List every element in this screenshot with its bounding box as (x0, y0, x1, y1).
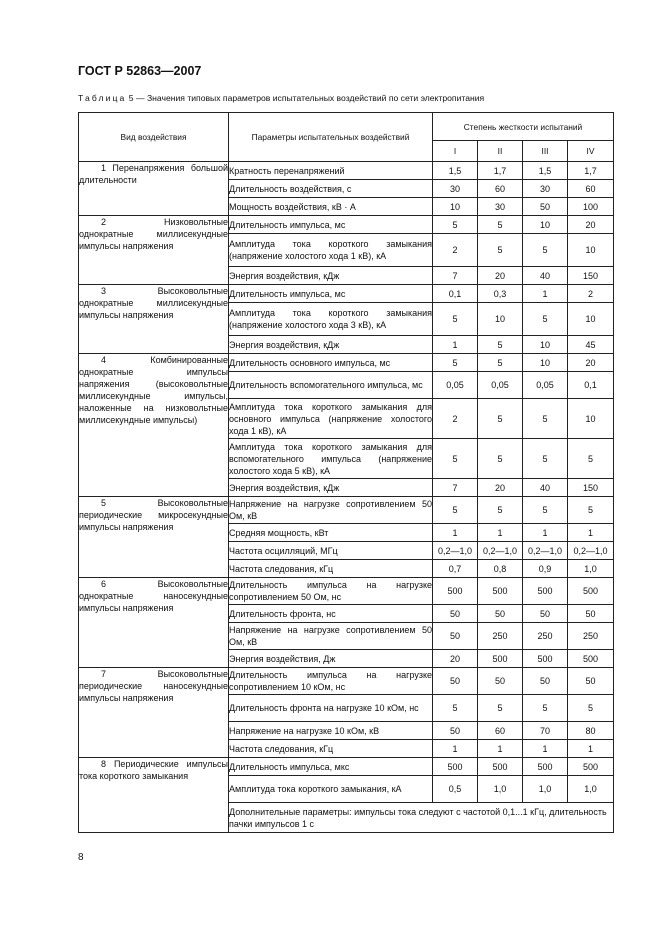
parameter-cell: Кратность перенапряжений (229, 162, 433, 180)
value-cell: 50 (433, 722, 478, 740)
value-cell: 1,0 (568, 776, 614, 803)
value-cell: 5 (523, 399, 568, 439)
value-cell: 100 (568, 198, 614, 216)
value-cell: 1 (478, 524, 523, 542)
value-cell: 7 (433, 267, 478, 285)
value-cell: 1 (568, 740, 614, 758)
parameter-cell: Длительность основного импульса, мс (229, 354, 433, 372)
value-cell: 1,0 (478, 776, 523, 803)
value-cell: 50 (568, 605, 614, 623)
parameter-cell: Частота осцилляций, МГц (229, 542, 433, 560)
value-cell: 5 (433, 439, 478, 479)
value-cell: 250 (523, 623, 568, 650)
impact-type-text: 2 Низковольтные однократные миллисекундные импульсы напряжения (79, 217, 228, 251)
value-cell: 1 (523, 524, 568, 542)
value-cell: 20 (478, 479, 523, 497)
parameter-cell: Напряжение на нагрузке 10 кОм, кВ (229, 722, 433, 740)
value-cell: 5 (523, 303, 568, 336)
impact-type-text: 1 Перенапряжения большой длительности (79, 163, 228, 185)
value-cell: 50 (433, 605, 478, 623)
value-cell: 10 (568, 234, 614, 267)
value-cell: 5 (478, 695, 523, 722)
value-cell: 500 (568, 650, 614, 668)
value-cell: 50 (433, 623, 478, 650)
value-cell: 0,7 (433, 560, 478, 578)
page-number: 8 (78, 852, 84, 863)
value-cell: 40 (523, 267, 568, 285)
value-cell: 1 (433, 524, 478, 542)
params-header: Параметры испытательных воздействий (229, 113, 433, 162)
value-cell: 50 (478, 668, 523, 695)
value-cell: 1 (433, 336, 478, 354)
value-cell: 5 (568, 695, 614, 722)
impact-type-cell (79, 578, 229, 668)
parameter-cell: Длительность фронта, нс (229, 605, 433, 623)
value-cell: 50 (523, 668, 568, 695)
impact-type-text: 5 Высоковольтные периодические микросекундные импульсы напряжения (79, 498, 228, 532)
parameter-cell: Энергия воздействия, кДж (229, 336, 433, 354)
value-cell: 5 (478, 439, 523, 479)
table-row (79, 668, 614, 695)
value-cell: 500 (568, 758, 614, 776)
value-cell: 0,8 (478, 560, 523, 578)
impact-type-cell (79, 162, 229, 216)
value-cell: 1 (433, 740, 478, 758)
parameter-cell: Частота следования, кГц (229, 740, 433, 758)
value-cell: 70 (523, 722, 568, 740)
value-cell: 5 (433, 216, 478, 234)
value-cell: 0,2—1,0 (433, 542, 478, 560)
value-cell: 150 (568, 479, 614, 497)
table-row (79, 354, 614, 372)
level-header-iii: III (523, 141, 568, 162)
value-cell: 5 (478, 399, 523, 439)
table-row (79, 162, 614, 180)
value-cell: 50 (433, 668, 478, 695)
value-cell: 1,7 (478, 162, 523, 180)
parameter-cell: Мощность воздействия, кВ · А (229, 198, 433, 216)
value-cell: 0,3 (478, 285, 523, 303)
value-cell: 80 (568, 722, 614, 740)
value-cell: 20 (568, 354, 614, 372)
value-cell: 0,1 (568, 372, 614, 399)
parameter-cell: Энергия воздействия, кДж (229, 479, 433, 497)
table-row (79, 216, 614, 234)
value-cell: 1,7 (568, 162, 614, 180)
value-cell: 2 (433, 234, 478, 267)
impact-type-text: 8 Периодические импульсы тока короткого замыкания (79, 759, 228, 781)
value-cell: 5 (523, 695, 568, 722)
parameter-cell: Длительность импульса, мс (229, 216, 433, 234)
value-cell: 5 (568, 439, 614, 479)
value-cell: 50 (568, 668, 614, 695)
impact-type-text: 6 Высоковольтные однократные наносекундные импульсы напряжения (79, 579, 228, 613)
parameter-cell: Частота следования, кГц (229, 560, 433, 578)
value-cell: 10 (523, 354, 568, 372)
parameter-cell: Длительность импульса, мс (229, 285, 433, 303)
table-row (79, 497, 614, 524)
parameter-cell: Амплитуда тока короткого замыкания, кА (229, 776, 433, 803)
value-cell: 30 (523, 180, 568, 198)
value-cell: 5 (478, 497, 523, 524)
impact-type-cell (79, 497, 229, 578)
value-cell: 1,0 (523, 776, 568, 803)
parameter-cell: Длительность вспомогательного импульса, мс (229, 372, 433, 399)
impact-type-cell (79, 354, 229, 497)
value-cell: 0,1 (433, 285, 478, 303)
value-cell: 1,5 (433, 162, 478, 180)
value-cell: 0,05 (523, 372, 568, 399)
table-caption-number: 5 (128, 93, 134, 103)
value-cell: 10 (523, 216, 568, 234)
value-cell: 250 (568, 623, 614, 650)
value-cell: 500 (568, 578, 614, 605)
additional-parameters-note: Дополнительные параметры: импульсы тока следуют с частотой 0,1...1 кГц, длительность пачки импульсов 1 с (229, 803, 614, 833)
impact-header: Вид воздействия (79, 113, 229, 162)
table-row (79, 285, 614, 303)
severity-header: Степень жесткости испытаний (433, 113, 614, 141)
value-cell: 7 (433, 479, 478, 497)
document-header: ГОСТ Р 52863—2007 (78, 64, 202, 78)
impact-type-cell (79, 216, 229, 285)
impact-type-text: 7 Высоковольтные периодические наносекундные импульсы напряжения (79, 669, 228, 703)
value-cell: 1 (523, 740, 568, 758)
value-cell: 250 (478, 623, 523, 650)
value-cell: 20 (478, 267, 523, 285)
impact-type-cell (79, 758, 229, 833)
value-cell: 1 (568, 524, 614, 542)
value-cell: 500 (478, 758, 523, 776)
value-cell: 1,0 (568, 560, 614, 578)
parameter-cell: Напряжение на нагрузке сопротивлением 50 Ом, кВ (229, 497, 433, 524)
value-cell: 150 (568, 267, 614, 285)
value-cell: 0,05 (478, 372, 523, 399)
value-cell: 10 (433, 198, 478, 216)
value-cell: 0,2—1,0 (568, 542, 614, 560)
value-cell: 1 (478, 740, 523, 758)
value-cell: 60 (478, 722, 523, 740)
level-header-ii: II (478, 141, 523, 162)
value-cell: 10 (568, 303, 614, 336)
value-cell: 50 (523, 198, 568, 216)
value-cell: 40 (523, 479, 568, 497)
value-cell: 5 (523, 234, 568, 267)
parameter-cell: Длительность воздействия, с (229, 180, 433, 198)
value-cell: 2 (433, 399, 478, 439)
value-cell: 20 (433, 650, 478, 668)
value-cell: 1 (523, 285, 568, 303)
value-cell: 0,05 (433, 372, 478, 399)
value-cell: 60 (478, 180, 523, 198)
parameter-cell: Энергия воздействия, кДж (229, 267, 433, 285)
value-cell: 5 (478, 354, 523, 372)
value-cell: 500 (433, 578, 478, 605)
parameter-cell: Длительность импульса, мкс (229, 758, 433, 776)
value-cell: 5 (523, 439, 568, 479)
parameter-cell: Энергия воздействия, Дж (229, 650, 433, 668)
value-cell: 30 (478, 198, 523, 216)
parameter-cell: Длительность импульса на нагрузке сопротивлением 50 Ом, нс (229, 578, 433, 605)
value-cell: 1,5 (523, 162, 568, 180)
value-cell: 500 (523, 758, 568, 776)
impact-type-cell (79, 285, 229, 354)
value-cell: 0,5 (433, 776, 478, 803)
value-cell: 30 (433, 180, 478, 198)
table-row (79, 758, 614, 776)
value-cell: 500 (478, 650, 523, 668)
parameter-cell: Амплитуда тока короткого замыкания для вспомогательного импульса (напряжение холостого хода 5 кВ), кА (229, 439, 433, 479)
value-cell: 5 (478, 336, 523, 354)
value-cell: 500 (523, 650, 568, 668)
value-cell: 20 (568, 216, 614, 234)
value-cell: 2 (568, 285, 614, 303)
value-cell: 500 (523, 578, 568, 605)
value-cell: 10 (478, 303, 523, 336)
value-cell: 5 (433, 497, 478, 524)
impact-type-cell (79, 668, 229, 758)
parameter-cell: Амплитуда тока короткого замыкания для основного импульса (напряжение холостого хода 1 кВ), кА (229, 399, 433, 439)
value-cell: 5 (523, 497, 568, 524)
parameter-cell: Амплитуда тока короткого замыкания (напряжение холостого хода 3 кВ), кА (229, 303, 433, 336)
value-cell: 5 (478, 234, 523, 267)
table-caption-text: — Значения типовых параметров испытательных воздействий по сети электропитания (135, 93, 485, 103)
value-cell: 5 (433, 354, 478, 372)
impact-type-text: 3 Высоковольтные однократные миллисекундные импульсы напряжения (79, 286, 228, 320)
parameter-cell: Длительность импульса на нагрузке сопротивлением 10 кОм, нс (229, 668, 433, 695)
value-cell: 50 (478, 605, 523, 623)
value-cell: 5 (478, 216, 523, 234)
impact-type-text: 4 Комбинированные однократные импульсы напряжения (высоковольтные миллисекундные импульсы, наложенные на низковольтные миллисекундные импульсы) (79, 355, 228, 425)
value-cell: 500 (433, 758, 478, 776)
table-caption-prefix: Таблица (78, 93, 127, 103)
table-caption (78, 93, 618, 103)
value-cell: 10 (523, 336, 568, 354)
parameter-cell: Амплитуда тока короткого замыкания (напряжение холостого хода 1 кВ), кА (229, 234, 433, 267)
table-body (79, 162, 614, 833)
value-cell: 500 (478, 578, 523, 605)
parameter-cell: Напряжение на нагрузке сопротивлением 50 Ом, кВ (229, 623, 433, 650)
value-cell: 10 (568, 399, 614, 439)
value-cell: 0,2—1,0 (478, 542, 523, 560)
level-header-iv: IV (568, 141, 614, 162)
value-cell: 0,2—1,0 (523, 542, 568, 560)
parameter-cell: Средняя мощность, кВт (229, 524, 433, 542)
value-cell: 5 (433, 303, 478, 336)
value-cell: 5 (433, 695, 478, 722)
value-cell: 45 (568, 336, 614, 354)
value-cell: 5 (568, 497, 614, 524)
value-cell: 60 (568, 180, 614, 198)
value-cell: 0,9 (523, 560, 568, 578)
level-header-i: I (433, 141, 478, 162)
table-row (79, 578, 614, 605)
parameters-table (78, 112, 614, 833)
value-cell: 50 (523, 605, 568, 623)
parameter-cell: Длительность фронта на нагрузке 10 кОм, нс (229, 695, 433, 722)
